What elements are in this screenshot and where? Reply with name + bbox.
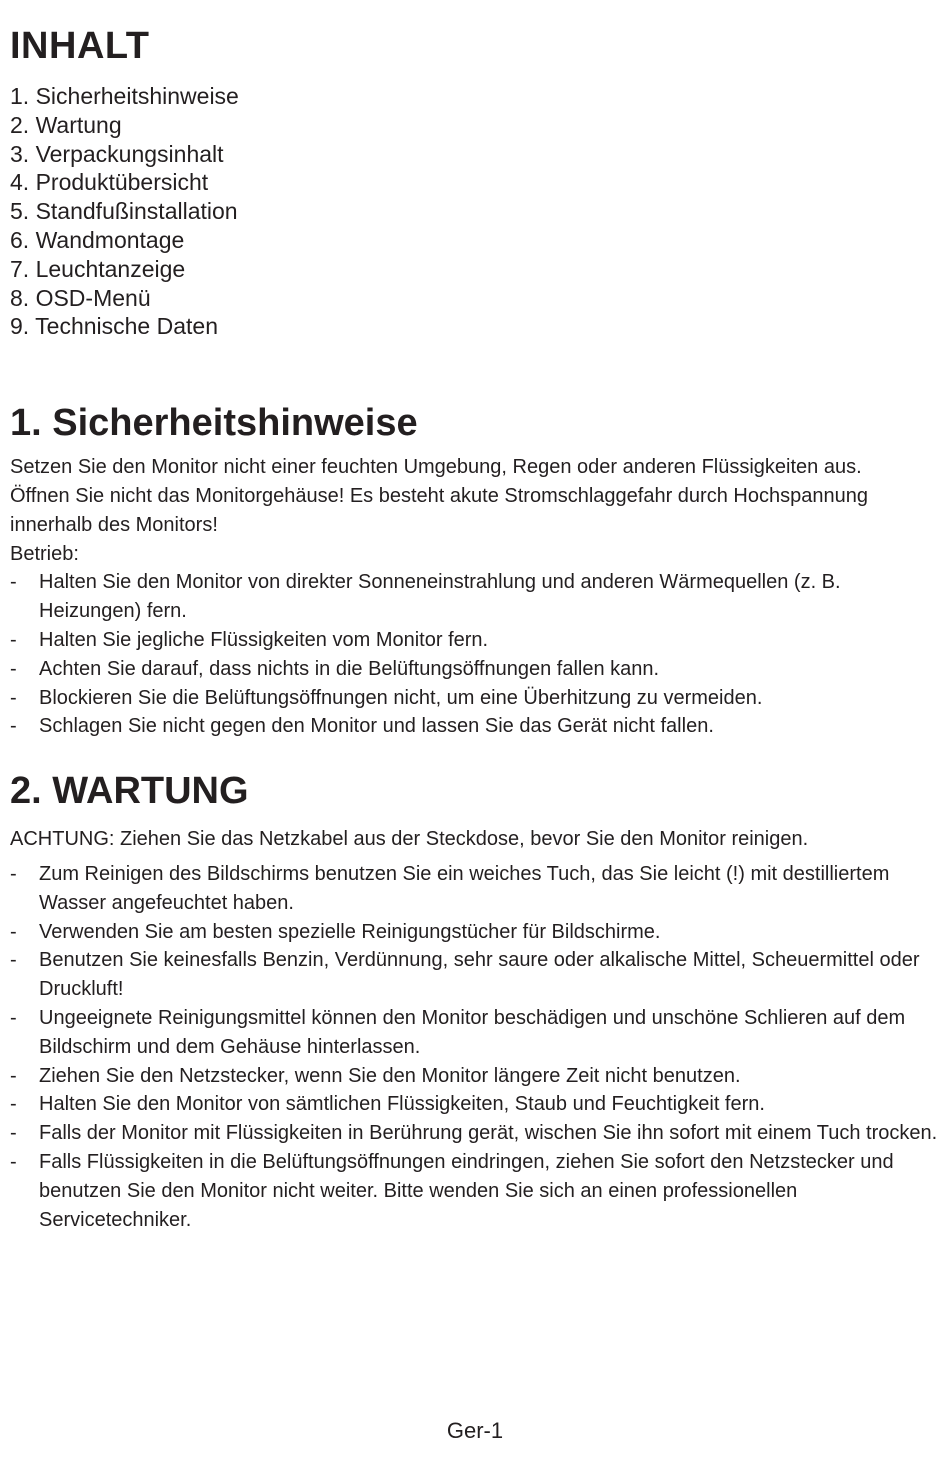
- list-item-text: Schlagen Sie nicht gegen den Monitor und lassen Sie das Gerät nicht fallen.: [39, 715, 714, 738]
- document-page: [10, 22, 940, 1234]
- toc-item: 2. Wartung: [10, 111, 122, 138]
- safety-paragraph-1: Setzen Sie den Monitor nicht einer feuchten Umgebung, Regen oder anderen Flüssigkeiten aus.: [10, 456, 862, 479]
- section-1-body: [10, 453, 940, 741]
- list-item-text: Halten Sie jegliche Flüssigkeiten vom Monitor fern.: [39, 628, 489, 651]
- safety-paragraph-3: Betrieb:: [10, 542, 79, 565]
- toc-item: 6. Wandmontage: [10, 226, 185, 253]
- toc-item: 4. Produktübersicht: [10, 169, 209, 196]
- list-item-text: Falls Flüssigkeiten in die Belüftungsöffnungen eindringen, ziehen Sie sofort den Netzstecker und benutzen Sie den Monitor nicht weiter. Bitte wenden Sie sich an einen professionellen Servicetechniker.: [39, 1150, 894, 1231]
- toc-item: 1. Sicherheitshinweise: [10, 83, 239, 109]
- list-item-text: Halten Sie den Monitor von sämtlichen Flüssigkeiten, Staub und Feuchtigkeit fern.: [39, 1093, 765, 1116]
- list-item: - Ungeeignete Reinigungsmittel können den Monitor beschädigen und unschöne Schlieren auf dem Bildschirm und dem Gehäuse hinterlassen.: [10, 1006, 906, 1058]
- list-item: - Achten Sie darauf, dass nichts in die Belüftungsöffnungen fallen kann.: [10, 657, 660, 680]
- toc-item: 8. OSD-Menü: [10, 284, 151, 311]
- safety-bullet-list: [10, 568, 940, 741]
- list-item: - Halten Sie den Monitor von sämtlichen Flüssigkeiten, Staub und Feuchtigkeit fern.: [10, 1093, 765, 1116]
- list-item: - Benutzen Sie keinesfalls Benzin, Verdünnung, sehr saure oder alkalische Mittel, Scheuermittel oder Druckluft!: [10, 949, 920, 1001]
- toc-item: 5. Standfußinstallation: [10, 198, 238, 225]
- page-number: Ger-1: [446, 1418, 504, 1443]
- list-item-text: Benutzen Sie keinesfalls Benzin, Verdünnung, sehr saure oder alkalische Mittel, Scheuermittel oder Druckluft!: [39, 949, 920, 1001]
- list-item: - Halten Sie jegliche Flüssigkeiten vom Monitor fern.: [10, 628, 489, 651]
- toc-item: 7. Leuchtanzeige: [10, 255, 186, 282]
- section-1-title: 1. Sicherheitshinweise: [10, 402, 418, 445]
- list-item: - Falls der Monitor mit Flüssigkeiten in Berührung gerät, wischen Sie ihn sofort mit einem Tuch trocken.: [10, 1122, 938, 1145]
- list-item: - Verwenden Sie am besten spezielle Reinigungstücher für Bildschirme.: [10, 920, 661, 943]
- maintenance-bullet-list: [10, 860, 940, 1234]
- list-item: - Zum Reinigen des Bildschirms benutzen Sie ein weiches Tuch, das Sie leicht (!) mit destilliertem Wasser angefeuchtet haben.: [10, 862, 890, 914]
- list-item-text: Zum Reinigen des Bildschirms benutzen Sie ein weiches Tuch, das Sie leicht (!) mit destilliertem Wasser angefeuchtet haben.: [39, 862, 890, 914]
- toc-item: 9. Technische Daten: [10, 313, 218, 340]
- toc-item: 3. Verpackungsinhalt: [10, 140, 224, 167]
- maintenance-warning: ACHTUNG: Ziehen Sie das Netzkabel aus der Steckdose, bevor Sie den Monitor reinigen.: [10, 828, 809, 851]
- list-item-text: Halten Sie den Monitor von direkter Sonneneinstrahlung und anderen Wärmequellen (z. B. Heizungen) fern.: [39, 571, 841, 623]
- list-item: - Halten Sie den Monitor von direkter Sonneneinstrahlung und anderen Wärmequellen (z. B. Heizungen) fern.: [10, 571, 841, 623]
- list-item-text: Achten Sie darauf, dass nichts in die Belüftungsöffnungen fallen kann.: [39, 657, 660, 680]
- list-item: - Falls Flüssigkeiten in die Belüftungsöffnungen eindringen, ziehen Sie sofort den Netzstecker und benutzen Sie den Monitor nicht weiter. Bitte wenden Sie sich an einen professionellen Servicetechniker.: [10, 1150, 894, 1231]
- list-item-text: Verwenden Sie am besten spezielle Reinigungstücher für Bildschirme.: [39, 920, 661, 943]
- list-item-text: Ziehen Sie den Netzstecker, wenn Sie den Monitor längere Zeit nicht benutzen.: [39, 1064, 741, 1087]
- list-item: - Ziehen Sie den Netzstecker, wenn Sie den Monitor längere Zeit nicht benutzen.: [10, 1064, 741, 1087]
- safety-paragraph-2: Öffnen Sie nicht das Monitorgehäuse! Es besteht akute Stromschlaggefahr durch Hochspannung innerhalb des Monitors!: [10, 484, 868, 536]
- section-2-title: 2. WARTUNG: [10, 770, 249, 813]
- list-item-text: Ungeeignete Reinigungsmittel können den Monitor beschädigen und unschöne Schlieren auf dem Bildschirm und dem Gehäuse hinterlassen.: [39, 1006, 906, 1058]
- list-item: - Schlagen Sie nicht gegen den Monitor und lassen Sie das Gerät nicht fallen.: [10, 715, 714, 738]
- toc-list: [10, 82, 940, 341]
- list-item-text: Blockieren Sie die Belüftungsöffnungen nicht, um eine Überhitzung zu vermeiden.: [39, 686, 763, 709]
- list-item-text: Falls der Monitor mit Flüssigkeiten in Berührung gerät, wischen Sie ihn sofort mit einem Tuch trocken.: [39, 1122, 938, 1145]
- list-item: - Blockieren Sie die Belüftungsöffnungen nicht, um eine Überhitzung zu vermeiden.: [10, 686, 763, 709]
- toc-title: INHALT: [10, 25, 150, 67]
